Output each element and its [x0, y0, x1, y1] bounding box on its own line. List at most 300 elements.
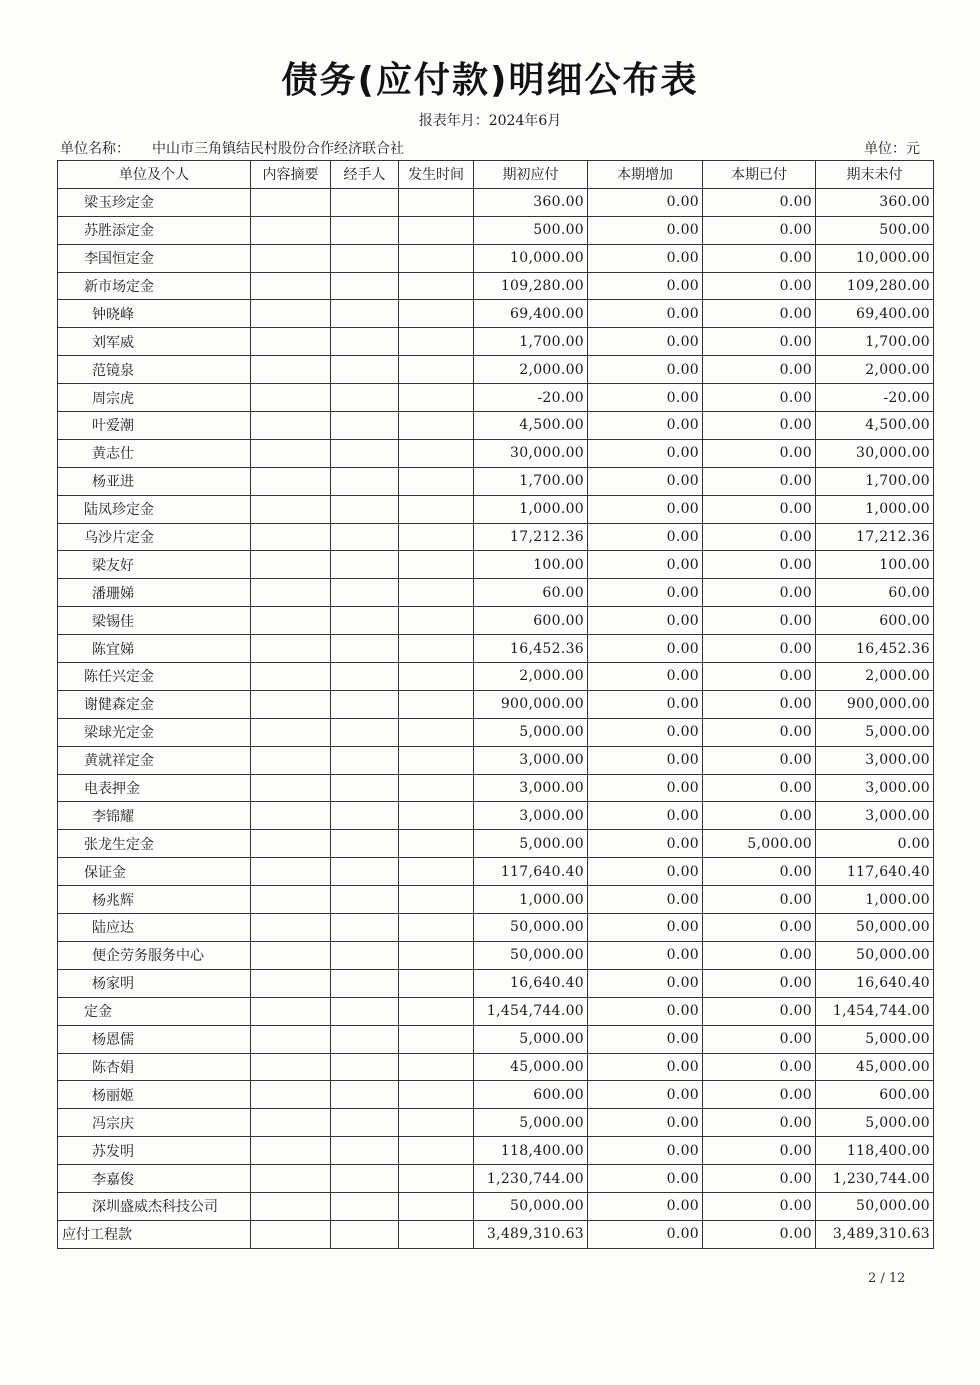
paid-cell: 0.00 [703, 1192, 816, 1220]
paid-cell: 0.00 [703, 914, 816, 942]
handler-cell [331, 774, 399, 802]
summary-cell [251, 551, 331, 579]
closing-cell: 2,000.00 [816, 663, 934, 691]
handler-cell [331, 1109, 399, 1137]
increase-cell: 0.00 [588, 551, 703, 579]
increase-cell: 0.00 [588, 746, 703, 774]
increase-cell: 0.00 [588, 969, 703, 997]
header-summary: 内容摘要 [251, 161, 331, 189]
paid-cell: 0.00 [703, 941, 816, 969]
date-cell [399, 830, 474, 858]
paid-cell: 0.00 [703, 969, 816, 997]
closing-cell: 118,400.00 [816, 1137, 934, 1165]
name-cell: 应付工程款 [58, 1220, 251, 1248]
paid-cell: 0.00 [703, 774, 816, 802]
paid-cell: 0.00 [703, 579, 816, 607]
name-cell: 李国恒定金 [58, 244, 251, 272]
paid-cell: 0.00 [703, 1220, 816, 1248]
name-cell: 杨家明 [58, 969, 251, 997]
opening-cell: 360.00 [474, 188, 588, 216]
paid-cell: 0.00 [703, 663, 816, 691]
opening-cell: 2,000.00 [474, 663, 588, 691]
paid-cell: 5,000.00 [703, 830, 816, 858]
opening-cell: 5,000.00 [474, 718, 588, 746]
opening-cell: 17,212.36 [474, 523, 588, 551]
name-cell: 陆凤珍定金 [58, 495, 251, 523]
table-row [58, 830, 934, 858]
handler-cell [331, 439, 399, 467]
table-row [58, 272, 934, 300]
increase-cell: 0.00 [588, 356, 703, 384]
closing-cell: 117,640.40 [816, 858, 934, 886]
increase-cell: 0.00 [588, 830, 703, 858]
table-row [58, 663, 934, 691]
closing-cell: 360.00 [816, 188, 934, 216]
paid-cell: 0.00 [703, 551, 816, 579]
table-row [58, 690, 934, 718]
date-cell [399, 663, 474, 691]
opening-cell: 5,000.00 [474, 1025, 588, 1053]
summary-cell [251, 384, 331, 412]
page-number: 2 / 12 [868, 1271, 906, 1286]
table-row [58, 1137, 934, 1165]
closing-cell: 3,000.00 [816, 774, 934, 802]
summary-cell [251, 802, 331, 830]
opening-cell: 1,230,744.00 [474, 1165, 588, 1193]
closing-cell: 5,000.00 [816, 1025, 934, 1053]
closing-cell: 5,000.00 [816, 1109, 934, 1137]
date-cell [399, 746, 474, 774]
table-row [58, 997, 934, 1025]
name-cell: 乌沙片定金 [58, 523, 251, 551]
date-cell [399, 1081, 474, 1109]
table-row [58, 551, 934, 579]
closing-cell: 69,400.00 [816, 300, 934, 328]
summary-cell [251, 244, 331, 272]
header-increase: 本期增加 [588, 161, 703, 189]
name-cell: 陈任兴定金 [58, 663, 251, 691]
ledger-table [57, 160, 934, 1249]
name-cell: 新市场定金 [58, 272, 251, 300]
summary-cell [251, 1109, 331, 1137]
closing-cell: 5,000.00 [816, 718, 934, 746]
handler-cell [331, 523, 399, 551]
summary-cell [251, 1165, 331, 1193]
handler-cell [331, 886, 399, 914]
summary-cell [251, 272, 331, 300]
paid-cell: 0.00 [703, 1165, 816, 1193]
table-row [58, 1192, 934, 1220]
table-row [58, 746, 934, 774]
handler-cell [331, 690, 399, 718]
increase-cell: 0.00 [588, 1165, 703, 1193]
date-cell [399, 858, 474, 886]
closing-cell: 3,000.00 [816, 802, 934, 830]
increase-cell: 0.00 [588, 941, 703, 969]
date-cell [399, 300, 474, 328]
summary-cell [251, 467, 331, 495]
paid-cell: 0.00 [703, 886, 816, 914]
closing-cell: 100.00 [816, 551, 934, 579]
table-row [58, 495, 934, 523]
opening-cell: 3,000.00 [474, 746, 588, 774]
handler-cell [331, 1165, 399, 1193]
summary-cell [251, 1220, 331, 1248]
name-cell: 保证金 [58, 858, 251, 886]
table-row [58, 1025, 934, 1053]
increase-cell: 0.00 [588, 188, 703, 216]
table-row [58, 1109, 934, 1137]
date-cell [399, 467, 474, 495]
increase-cell: 0.00 [588, 663, 703, 691]
increase-cell: 0.00 [588, 523, 703, 551]
closing-cell: 50,000.00 [816, 914, 934, 942]
name-cell: 梁玉珍定金 [58, 188, 251, 216]
summary-cell [251, 1081, 331, 1109]
name-cell: 张龙生定金 [58, 830, 251, 858]
name-cell: 杨亚进 [58, 467, 251, 495]
paid-cell: 0.00 [703, 997, 816, 1025]
handler-cell [331, 914, 399, 942]
opening-cell: 100.00 [474, 551, 588, 579]
opening-cell: 50,000.00 [474, 1192, 588, 1220]
handler-cell [331, 579, 399, 607]
increase-cell: 0.00 [588, 1220, 703, 1248]
opening-cell: 2,000.00 [474, 356, 588, 384]
name-cell: 范镜泉 [58, 356, 251, 384]
handler-cell [331, 1025, 399, 1053]
date-cell [399, 439, 474, 467]
paid-cell: 0.00 [703, 412, 816, 440]
table-row [58, 216, 934, 244]
handler-cell [331, 412, 399, 440]
date-cell [399, 914, 474, 942]
opening-cell: 50,000.00 [474, 914, 588, 942]
opening-cell: 10,000.00 [474, 244, 588, 272]
summary-cell [251, 774, 331, 802]
date-cell [399, 1165, 474, 1193]
handler-cell [331, 244, 399, 272]
opening-cell: 16,452.36 [474, 635, 588, 663]
summary-cell [251, 663, 331, 691]
opening-cell: 5,000.00 [474, 1109, 588, 1137]
name-cell: 潘珊娣 [58, 579, 251, 607]
summary-cell [251, 635, 331, 663]
closing-cell: 1,000.00 [816, 886, 934, 914]
report-date: 报表年月：2024年6月 [418, 113, 562, 129]
increase-cell: 0.00 [588, 467, 703, 495]
opening-cell: 118,400.00 [474, 1137, 588, 1165]
increase-cell: 0.00 [588, 886, 703, 914]
date-cell [399, 690, 474, 718]
increase-cell: 0.00 [588, 1025, 703, 1053]
paid-cell: 0.00 [703, 300, 816, 328]
name-cell: 杨恩儒 [58, 1025, 251, 1053]
paid-cell: 0.00 [703, 1109, 816, 1137]
paid-cell: 0.00 [703, 467, 816, 495]
table-row [58, 718, 934, 746]
paid-cell: 0.00 [703, 802, 816, 830]
table-row [58, 356, 934, 384]
name-cell: 李锦耀 [58, 802, 251, 830]
increase-cell: 0.00 [588, 216, 703, 244]
handler-cell [331, 551, 399, 579]
opening-cell: 500.00 [474, 216, 588, 244]
date-cell [399, 1137, 474, 1165]
paid-cell: 0.00 [703, 1053, 816, 1081]
closing-cell: 3,489,310.63 [816, 1220, 934, 1248]
closing-cell: 2,000.00 [816, 356, 934, 384]
opening-cell: 30,000.00 [474, 439, 588, 467]
table-row [58, 188, 934, 216]
date-cell [399, 1220, 474, 1248]
summary-cell [251, 1025, 331, 1053]
opening-cell: 4,500.00 [474, 412, 588, 440]
increase-cell: 0.00 [588, 1053, 703, 1081]
opening-cell: 1,454,744.00 [474, 997, 588, 1025]
opening-cell: 1,000.00 [474, 886, 588, 914]
name-cell: 陆应达 [58, 914, 251, 942]
date-cell [399, 328, 474, 356]
handler-cell [331, 495, 399, 523]
summary-cell [251, 328, 331, 356]
opening-cell: 50,000.00 [474, 941, 588, 969]
date-cell [399, 635, 474, 663]
increase-cell: 0.00 [588, 1109, 703, 1137]
date-cell [399, 412, 474, 440]
name-cell: 钟晓峰 [58, 300, 251, 328]
date-cell [399, 495, 474, 523]
increase-cell: 0.00 [588, 802, 703, 830]
increase-cell: 0.00 [588, 1192, 703, 1220]
name-cell: 深圳盛威杰科技公司 [58, 1192, 251, 1220]
name-cell: 谢健森定金 [58, 690, 251, 718]
closing-cell: 10,000.00 [816, 244, 934, 272]
summary-cell [251, 412, 331, 440]
increase-cell: 0.00 [588, 1081, 703, 1109]
increase-cell: 0.00 [588, 635, 703, 663]
increase-cell: 0.00 [588, 718, 703, 746]
opening-cell: 3,000.00 [474, 802, 588, 830]
date-cell [399, 523, 474, 551]
header-name: 单位及个人 [58, 161, 251, 189]
date-cell [399, 356, 474, 384]
paid-cell: 0.00 [703, 523, 816, 551]
handler-cell [331, 997, 399, 1025]
increase-cell: 0.00 [588, 607, 703, 635]
summary-cell [251, 969, 331, 997]
summary-cell [251, 858, 331, 886]
handler-cell [331, 802, 399, 830]
name-cell: 陈宜娣 [58, 635, 251, 663]
increase-cell: 0.00 [588, 858, 703, 886]
name-cell: 苏胜添定金 [58, 216, 251, 244]
date-cell [399, 1109, 474, 1137]
date-cell [399, 941, 474, 969]
summary-cell [251, 1192, 331, 1220]
handler-cell [331, 858, 399, 886]
closing-cell: 3,000.00 [816, 746, 934, 774]
name-cell: 电表押金 [58, 774, 251, 802]
document-title: 债务(应付款)明细公布表 [281, 60, 699, 101]
increase-cell: 0.00 [588, 997, 703, 1025]
paid-cell: 0.00 [703, 272, 816, 300]
increase-cell: 0.00 [588, 328, 703, 356]
handler-cell [331, 941, 399, 969]
paid-cell: 0.00 [703, 1025, 816, 1053]
name-cell: 周宗虎 [58, 384, 251, 412]
summary-cell [251, 523, 331, 551]
handler-cell [331, 663, 399, 691]
table-row [58, 914, 934, 942]
summary-cell [251, 830, 331, 858]
name-cell: 梁锡佳 [58, 607, 251, 635]
name-cell: 陈杏娟 [58, 1053, 251, 1081]
summary-cell [251, 997, 331, 1025]
increase-cell: 0.00 [588, 439, 703, 467]
handler-cell [331, 328, 399, 356]
handler-cell [331, 300, 399, 328]
opening-cell: 117,640.40 [474, 858, 588, 886]
name-cell: 苏发明 [58, 1137, 251, 1165]
paid-cell: 0.00 [703, 858, 816, 886]
summary-cell [251, 1137, 331, 1165]
table-row [58, 941, 934, 969]
closing-cell: -20.00 [816, 384, 934, 412]
increase-cell: 0.00 [588, 914, 703, 942]
name-cell: 杨兆辉 [58, 886, 251, 914]
closing-cell: 600.00 [816, 1081, 934, 1109]
closing-cell: 1,700.00 [816, 467, 934, 495]
table-row [58, 969, 934, 997]
paid-cell: 0.00 [703, 188, 816, 216]
summary-cell [251, 690, 331, 718]
handler-cell [331, 188, 399, 216]
paid-cell: 0.00 [703, 356, 816, 384]
opening-cell: 600.00 [474, 607, 588, 635]
date-cell [399, 1192, 474, 1220]
handler-cell [331, 1220, 399, 1248]
date-cell [399, 244, 474, 272]
name-cell: 叶爱潮 [58, 412, 251, 440]
date-cell [399, 969, 474, 997]
increase-cell: 0.00 [588, 300, 703, 328]
name-cell: 便企劳务服务中心 [58, 941, 251, 969]
handler-cell [331, 635, 399, 663]
handler-cell [331, 384, 399, 412]
summary-cell [251, 607, 331, 635]
paid-cell: 0.00 [703, 439, 816, 467]
name-cell: 杨丽姬 [58, 1081, 251, 1109]
closing-cell: 50,000.00 [816, 941, 934, 969]
name-cell: 刘军威 [58, 328, 251, 356]
opening-cell: 3,000.00 [474, 774, 588, 802]
name-cell: 黄志仕 [58, 439, 251, 467]
date-cell [399, 188, 474, 216]
table-row [58, 1053, 934, 1081]
handler-cell [331, 1053, 399, 1081]
date-cell [399, 997, 474, 1025]
closing-cell: 109,280.00 [816, 272, 934, 300]
header-row [58, 161, 934, 189]
increase-cell: 0.00 [588, 690, 703, 718]
table-row [58, 328, 934, 356]
handler-cell [331, 356, 399, 384]
summary-cell [251, 188, 331, 216]
closing-cell: 50,000.00 [816, 1192, 934, 1220]
table-row [58, 439, 934, 467]
closing-cell: 45,000.00 [816, 1053, 934, 1081]
summary-cell [251, 439, 331, 467]
closing-cell: 1,230,744.00 [816, 1165, 934, 1193]
header-date: 发生时间 [399, 161, 474, 189]
increase-cell: 0.00 [588, 774, 703, 802]
handler-cell [331, 1137, 399, 1165]
table-row [58, 1081, 934, 1109]
summary-cell [251, 300, 331, 328]
opening-cell: 45,000.00 [474, 1053, 588, 1081]
currency-unit: 单位：元 [864, 141, 920, 157]
table-row [58, 1220, 934, 1248]
closing-cell: 16,640.40 [816, 969, 934, 997]
header-handler: 经手人 [331, 161, 399, 189]
closing-cell: 30,000.00 [816, 439, 934, 467]
handler-cell [331, 830, 399, 858]
opening-cell: 1,000.00 [474, 495, 588, 523]
summary-cell [251, 216, 331, 244]
handler-cell [331, 467, 399, 495]
opening-cell: 109,280.00 [474, 272, 588, 300]
name-cell: 梁球光定金 [58, 718, 251, 746]
opening-cell: 3,489,310.63 [474, 1220, 588, 1248]
name-cell: 李嘉俊 [58, 1165, 251, 1193]
header-opening: 期初应付 [474, 161, 588, 189]
handler-cell [331, 1192, 399, 1220]
opening-cell: 1,700.00 [474, 328, 588, 356]
header-closing: 期末未付 [816, 161, 934, 189]
summary-cell [251, 356, 331, 384]
unit-name: 中山市三角镇结民村股份合作经济联合社 [152, 141, 404, 157]
ledger-body [58, 188, 934, 1248]
increase-cell: 0.00 [588, 495, 703, 523]
summary-cell [251, 746, 331, 774]
paid-cell: 0.00 [703, 1081, 816, 1109]
table-row [58, 412, 934, 440]
unit-name-label: 单位名称： [60, 141, 130, 157]
summary-cell [251, 1053, 331, 1081]
summary-cell [251, 579, 331, 607]
table-row [58, 802, 934, 830]
closing-cell: 17,212.36 [816, 523, 934, 551]
summary-cell [251, 914, 331, 942]
summary-cell [251, 941, 331, 969]
header-paid: 本期已付 [703, 161, 816, 189]
name-cell: 冯宗庆 [58, 1109, 251, 1137]
handler-cell [331, 1081, 399, 1109]
closing-cell: 500.00 [816, 216, 934, 244]
paid-cell: 0.00 [703, 216, 816, 244]
table-row [58, 774, 934, 802]
table-row [58, 300, 934, 328]
paid-cell: 0.00 [703, 328, 816, 356]
table-row [58, 579, 934, 607]
table-row [58, 1165, 934, 1193]
handler-cell [331, 272, 399, 300]
paid-cell: 0.00 [703, 495, 816, 523]
closing-cell: 0.00 [816, 830, 934, 858]
date-cell [399, 886, 474, 914]
date-cell [399, 272, 474, 300]
